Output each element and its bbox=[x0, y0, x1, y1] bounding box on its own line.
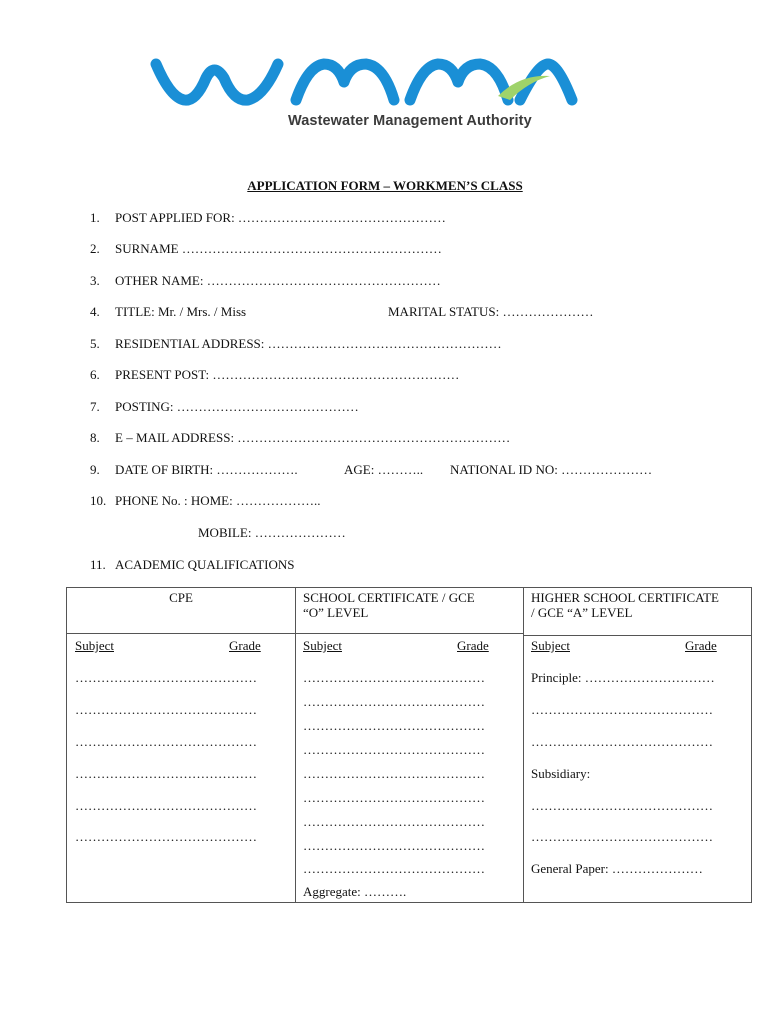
column-divider bbox=[295, 588, 296, 902]
post-applied-field[interactable]: POST APPLIED FOR: ………………………………………… bbox=[115, 210, 446, 225]
cpe-entry-line[interactable]: …………………………………… bbox=[75, 766, 257, 781]
a-level-grade-label: Grade bbox=[685, 638, 717, 653]
date-of-birth-field[interactable]: DATE OF BIRTH: ………………. bbox=[115, 462, 298, 477]
a-level-subject-label: Subject bbox=[531, 638, 570, 653]
subsidiary-label: Subsidiary: bbox=[531, 766, 591, 781]
row-divider bbox=[295, 633, 523, 634]
posting-field[interactable]: POSTING: …………………………………… bbox=[115, 399, 359, 414]
a-level-entry-line[interactable]: …………………………………… bbox=[531, 829, 713, 844]
o-level-entry-line[interactable]: …………………………………… bbox=[303, 814, 485, 829]
o-level-entry-line[interactable]: …………………………………… bbox=[303, 838, 485, 853]
item-number: 8. bbox=[90, 430, 100, 445]
national-id-field[interactable]: NATIONAL ID NO: ………………… bbox=[450, 462, 653, 477]
a-level-entry-line[interactable]: …………………………………… bbox=[531, 702, 713, 717]
cpe-entry-line[interactable]: …………………………………… bbox=[75, 734, 257, 749]
residential-address-field[interactable]: RESIDENTIAL ADDRESS: ……………………………………………… bbox=[115, 336, 502, 351]
cpe-header: CPE bbox=[169, 590, 193, 605]
other-name-field[interactable]: OTHER NAME: ……………………………………………… bbox=[115, 273, 441, 288]
cpe-entry-line[interactable]: …………………………………… bbox=[75, 798, 257, 813]
item-number: 6. bbox=[90, 367, 100, 382]
o-level-entry-line[interactable]: …………………………………… bbox=[303, 670, 485, 685]
item-number: 1. bbox=[90, 210, 100, 225]
o-level-entry-line[interactable]: …………………………………… bbox=[303, 861, 485, 876]
a-level-header-line1: HIGHER SCHOOL CERTIFICATE bbox=[531, 590, 719, 605]
phone-mobile-field[interactable]: MOBILE: ………………… bbox=[198, 525, 346, 540]
present-post-field[interactable]: PRESENT POST: ………………………………………………… bbox=[115, 367, 460, 382]
o-level-entry-line[interactable]: …………………………………… bbox=[303, 742, 485, 757]
principle-field[interactable]: Principle: ………………………… bbox=[531, 670, 715, 685]
item-number: 4. bbox=[90, 304, 100, 319]
item-number: 11. bbox=[90, 557, 106, 572]
phone-home-field[interactable]: PHONE No. : HOME: ……………….. bbox=[115, 493, 321, 508]
marital-status-field[interactable]: MARITAL STATUS: ………………… bbox=[388, 304, 594, 319]
o-level-grade-label: Grade bbox=[457, 638, 489, 653]
qualifications-table bbox=[66, 587, 752, 903]
email-field[interactable]: E – MAIL ADDRESS: ……………………………………………………… bbox=[115, 430, 511, 445]
o-level-entry-line[interactable]: …………………………………… bbox=[303, 790, 485, 805]
cpe-entry-line[interactable]: …………………………………… bbox=[75, 670, 257, 685]
academic-qualifications-label: ACADEMIC QUALIFICATIONS bbox=[115, 557, 295, 572]
o-level-entry-line[interactable]: …………………………………… bbox=[303, 718, 485, 733]
cpe-entry-line[interactable]: …………………………………… bbox=[75, 829, 257, 844]
o-level-header-line1: SCHOOL CERTIFICATE / GCE bbox=[303, 590, 475, 605]
o-level-header-line2: “O” LEVEL bbox=[303, 605, 369, 620]
cpe-grade-label: Grade bbox=[229, 638, 261, 653]
item-number: 7. bbox=[90, 399, 100, 414]
general-paper-field[interactable]: General Paper: ………………… bbox=[531, 861, 703, 876]
item-number: 5. bbox=[90, 336, 100, 351]
cpe-subject-label: Subject bbox=[75, 638, 114, 653]
o-level-entry-line[interactable]: …………………………………… bbox=[303, 694, 485, 709]
cpe-entry-line[interactable]: …………………………………… bbox=[75, 702, 257, 717]
a-level-header-line2: / GCE “A” LEVEL bbox=[531, 605, 633, 620]
age-field[interactable]: AGE: ……….. bbox=[344, 462, 424, 477]
o-level-subject-label: Subject bbox=[303, 638, 342, 653]
row-divider bbox=[67, 633, 295, 634]
form-title: APPLICATION FORM – WORKMEN’S CLASS bbox=[247, 178, 523, 193]
authority-name: Wastewater Management Authority bbox=[288, 113, 532, 129]
title-field[interactable]: TITLE: Mr. / Mrs. / Miss bbox=[115, 304, 247, 319]
row-divider bbox=[523, 635, 751, 636]
surname-field[interactable]: SURNAME …………………………………………………… bbox=[115, 241, 442, 256]
item-number: 2. bbox=[90, 241, 100, 256]
item-number: 3. bbox=[90, 273, 100, 288]
aggregate-field[interactable]: Aggregate: ………. bbox=[303, 884, 407, 899]
o-level-entry-line[interactable]: …………………………………… bbox=[303, 766, 485, 781]
item-number: 10. bbox=[90, 493, 107, 508]
a-level-entry-line[interactable]: …………………………………… bbox=[531, 798, 713, 813]
item-number: 9. bbox=[90, 462, 100, 477]
a-level-entry-line[interactable]: …………………………………… bbox=[531, 734, 713, 749]
